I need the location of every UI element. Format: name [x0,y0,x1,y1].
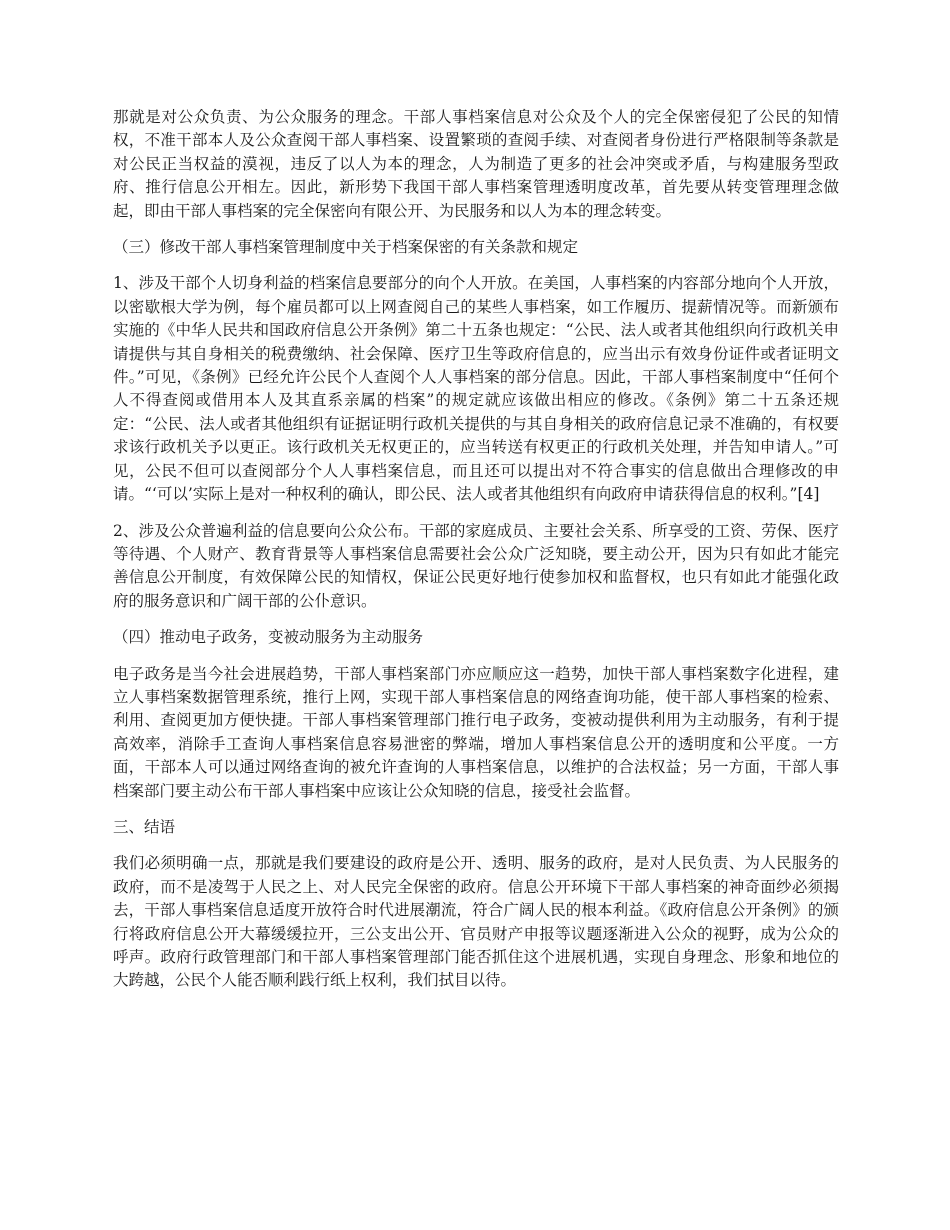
body-paragraph-intro: 那就是对公众负责、为公众服务的理念。干部人事档案信息对公众及个人的完全保密侵犯了公民的知情权，不准干部本人及公众查阅干部人事档案、设置繁琐的查阅手续、对查阅者身份进行严格限制等条款是对公民正当权益的漠视，违反了以人为本的理念，人为制造了更多的社会冲突或矛盾，与构建服务型政府、推行信息公开相左。因此，新形势下我国干部人事档案管理透明度改革，首先要从转变管理理念做起，即由干部人事档案的完全保密向有限公开、为民服务和以人为本的理念转变。 [113,108,839,220]
document-page [113,106,839,1006]
body-paragraph-e-government: 电子政务是当今社会进展趋势，干部人事档案部门亦应顺应这一趋势，加快干部人事档案数字化进程，建立人事档案数据管理系统，推行上网，实现干部人事档案信息的网络查询功能，使干部人事档案的检索、利用、查阅更加方便快捷。干部人事档案管理部门推行电子政务，变被动提供利用为主动服务，有利于提高效率，消除手工查询人事档案信息容易泄密的弊端，增加人事档案信息公开的透明度和公平度。一方面，干部本人可以通过网络查询的被允许查询的人事档案信息，以维护的合法权益；另一方面，干部人事档案部门要主动公布干部人事档案中应该让公众知晓的信息，接受社会监督。 [113,664,839,800]
body-paragraph-conclusion: 我们必须明确一点，那就是我们要建设的政府是公开、透明、服务的政府，是对人民负责、为人民服务的政府，而不是凌驾于人民之上、对人民完全保密的政府。信息公开环境下干部人事档案的神奇面纱必须揭去，干部人事档案信息适度开放符合时代进展潮流，符合广阔人民的根本利益。《政府信息公开条例》的颁行将政府信息公开大幕缓缓拉开，三公支出公开、官员财产申报等议题逐渐进入公众的视野，成为公众的呼声。政府行政管理部门和干部人事档案管理部门能否抓住这个进展机遇，实现自身理念、形象和地位的大跨越，公民个人能否顺利践行纸上权利，我们拭目以待。 [113,854,839,990]
section-heading-conclusion: 三、结语 [113,817,176,836]
section-heading-4: （四）推动电子政务，变被动服务为主动服务 [113,628,424,647]
body-paragraph-item-1: 1、涉及干部个人切身利益的档案信息要部分的向个人开放。在美国，人事档案的内容部分地向个人开放，以密歇根大学为例，每个雇员都可以上网查阅自己的某些人事档案，如工作履历、提薪情况等。而新颁布实施的《中华人民共和国政府信息公开条例》第二十五条也规定：“公民、法人或者其他组织向行政机关申请提供与其自身相关的税费缴纳、社会保障、医疗卫生等政府信息的，应当出示有效身份证件或者证明文件。”可见，《条例》已经允许公民个人查阅个人人事档案的部分信息。因此，干部人事档案制度中“任何个人不得查阅或借用本人及其直系亲属的档案”的规定就应该做出相应的修改。《条例》第二十五条还规定：“公民、法人或者其他组织有证据证明行政机关提供的与其自身相关的政府信息记录不准确的，有权要求该行政机关予以更正。该行政机关无权更正的，应当转送有权更正的行政机关处理，并告知申请人。”可见，公民不但可以查阅部分个人人事档案信息，而且还可以提出对不符合事实的信息做出合理修改的申请。“‘可以’实际上是对一种权利的确认，即公民、法人或者其他组织有向政府申请获得信息的权利。”[4] [113,274,839,504]
body-paragraph-item-2: 2、涉及公众普遍利益的信息要向公众公布。干部的家庭成员、主要社会关系、所享受的工资、劳保、医疗等待遇、个人财产、教育背景等人事档案信息需要社会公众广泛知晓，要主动公开，因为只有如此才能完善信息公开制度，有效保障公民的知情权，保证公民更好地行使参加权和监督权，也只有如此才能强化政府的服务意识和广阔干部的公仆意识。 [113,521,839,610]
section-heading-3: （三）修改干部人事档案管理制度中关于档案保密的有关条款和规定 [113,238,579,257]
